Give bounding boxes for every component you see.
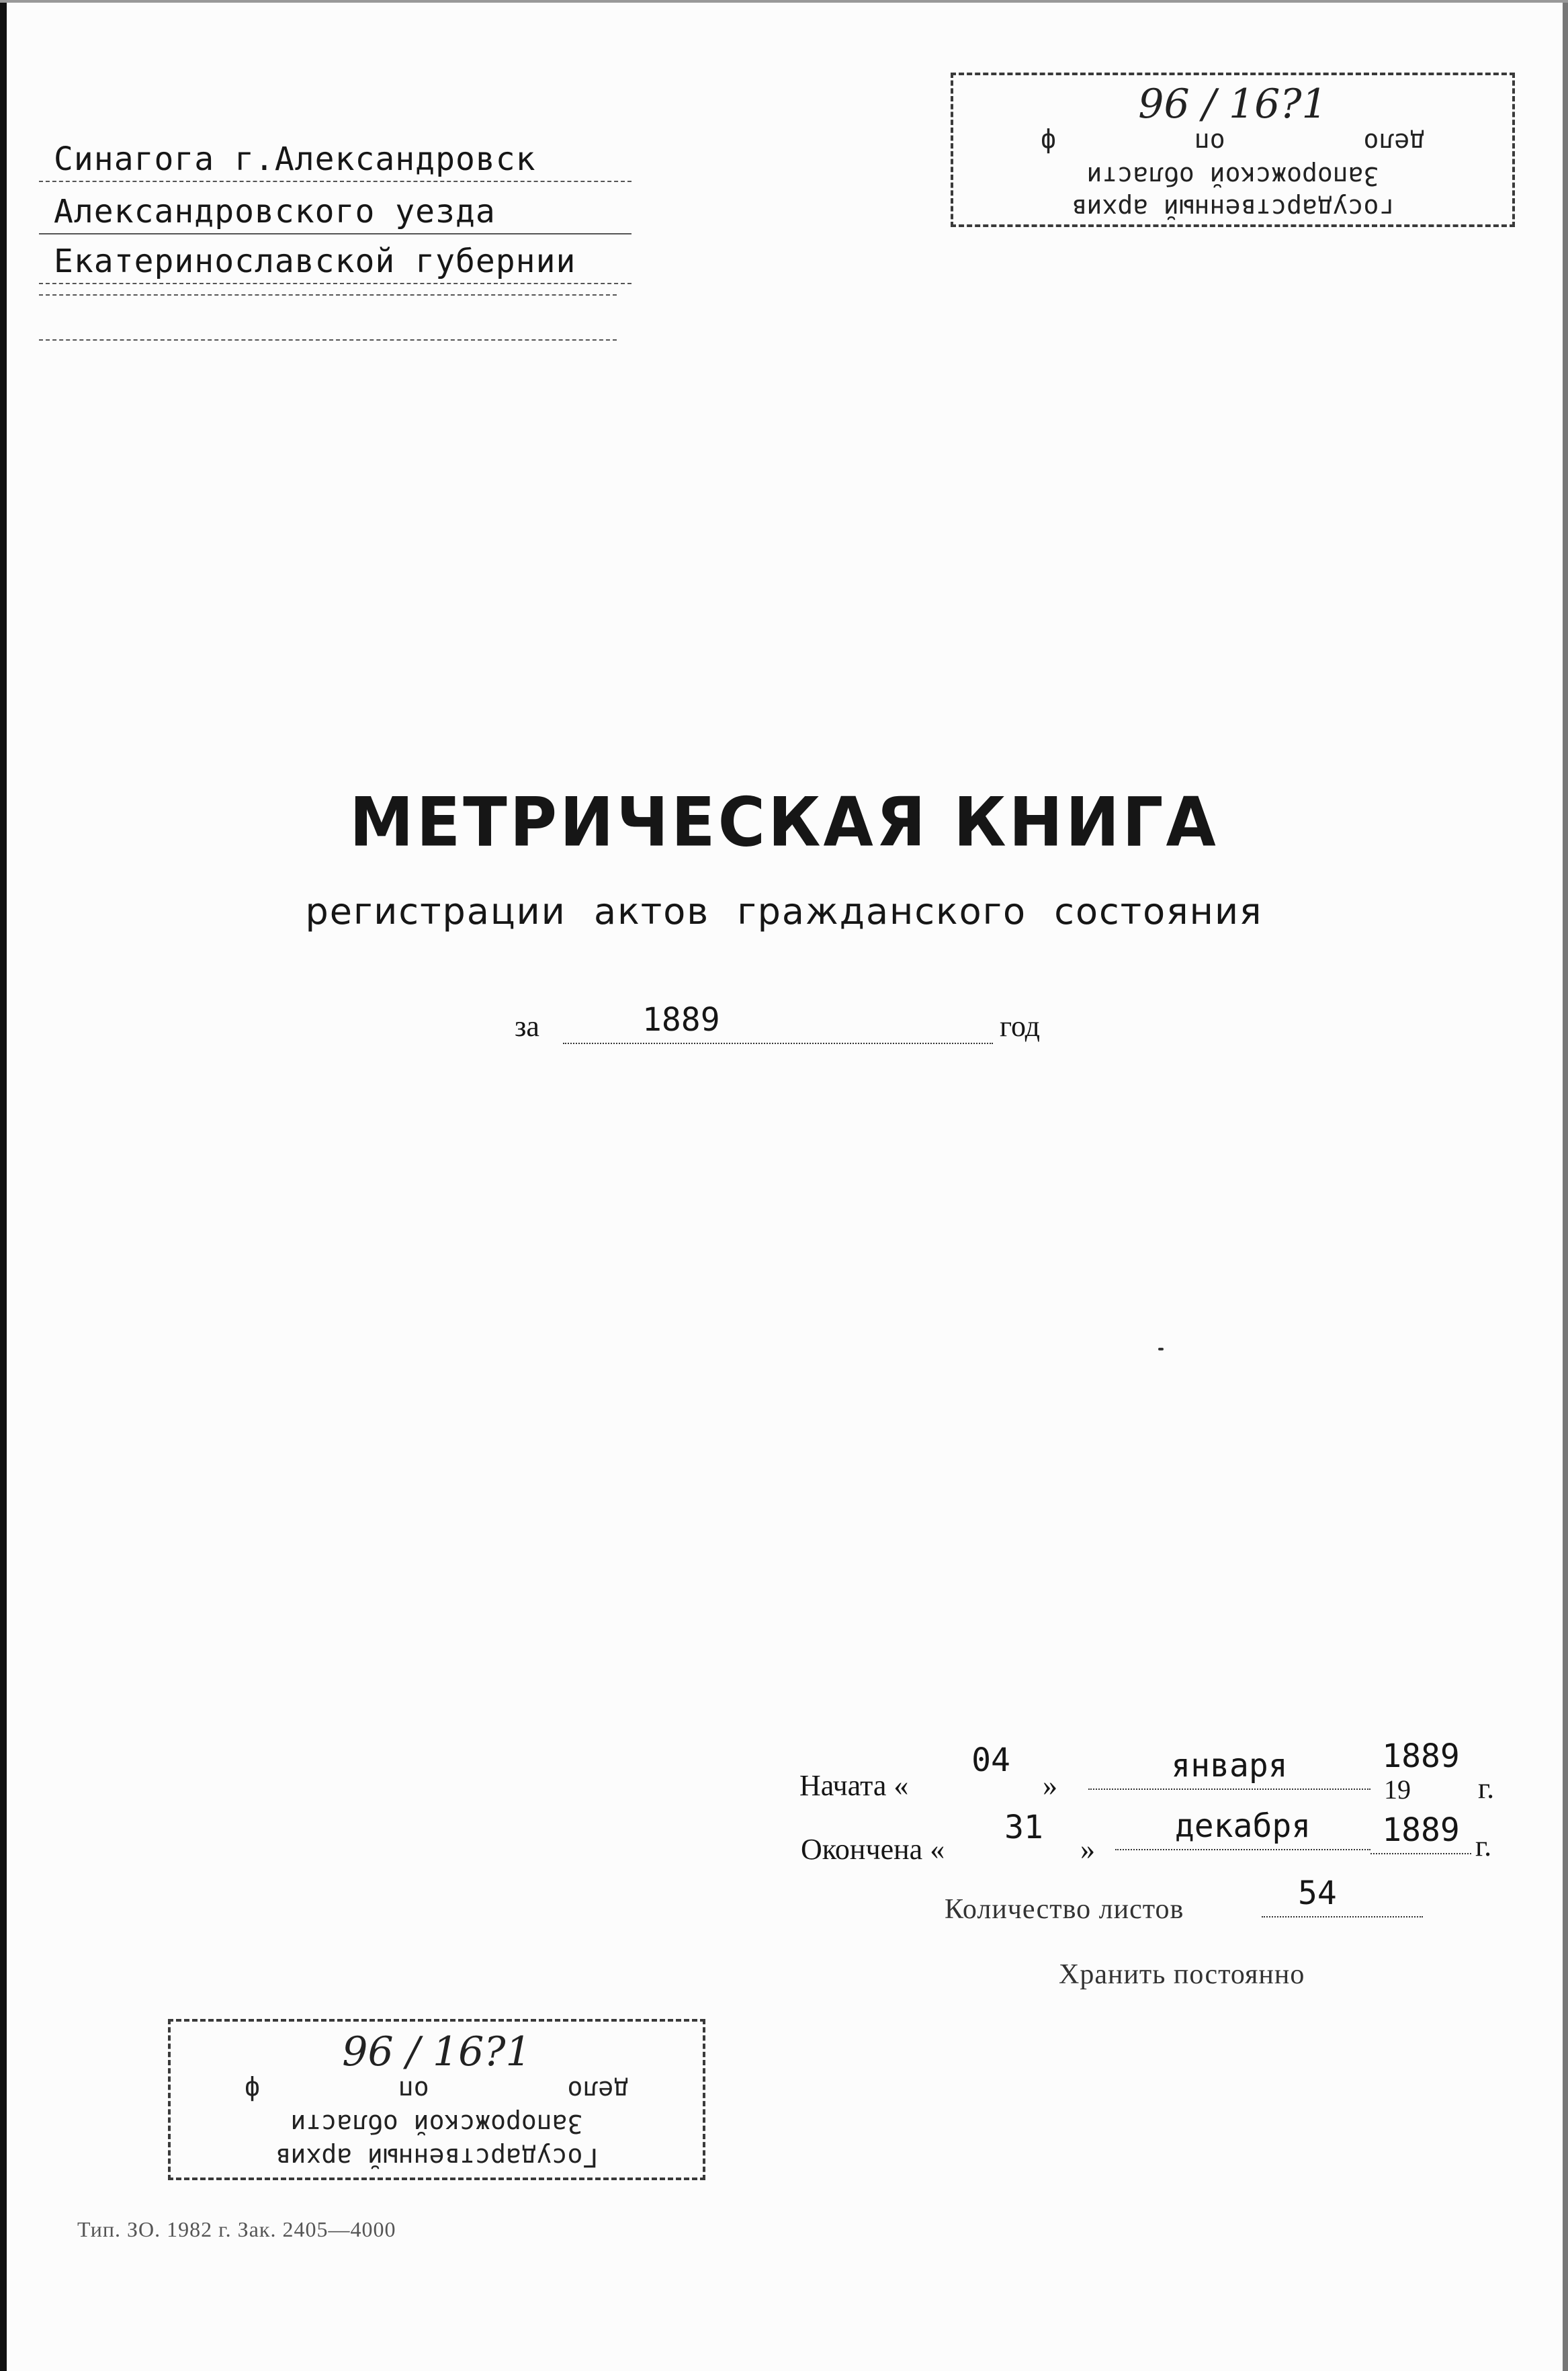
- sheets-label: Количество листов: [945, 1894, 1184, 1925]
- end-year-suffix: г.: [1475, 1829, 1492, 1862]
- stamp-top-delo-label: дело: [1363, 128, 1425, 157]
- stamp-top-handwriting: 96 / 16?1: [1138, 81, 1327, 128]
- start-close-quote: »: [1043, 1769, 1057, 1802]
- year-suffix: год: [1000, 1010, 1041, 1043]
- header-line-3: Екатеринославской губернии: [39, 240, 631, 284]
- start-day: 04: [971, 1741, 1010, 1779]
- page-title: МЕТРИЧЕСКАЯ КНИГА: [349, 783, 1219, 862]
- start-month: января: [1088, 1747, 1370, 1790]
- header-divider-1: [39, 294, 617, 296]
- end-day: 31: [1004, 1809, 1043, 1846]
- stamp-top-opis-label: оп: [1194, 128, 1225, 157]
- stamp-bottom-field-labels: [171, 2075, 703, 2105]
- stamp-top-archive: государственный архив: [1071, 193, 1395, 223]
- page-edge-shadow: [0, 0, 7, 2371]
- stamp-top-field-labels: [953, 128, 1512, 157]
- start-year-printed: 19: [1384, 1774, 1411, 1805]
- header-line-2: Александровского уезда: [39, 190, 631, 234]
- stamp-top-fond-label: ф: [1041, 128, 1056, 157]
- keep-note: Хранить постоянно: [1059, 1959, 1305, 1990]
- stamp-bottom-delo-label: дело: [567, 2075, 629, 2105]
- archive-stamp-bottom: [168, 2019, 705, 2180]
- end-close-quote: »: [1080, 1833, 1095, 1866]
- stamp-bottom-region: Запорожской области: [290, 2109, 583, 2139]
- start-year-suffix: г.: [1478, 1772, 1495, 1805]
- archive-stamp-top: [951, 73, 1515, 227]
- year-prefix: за: [515, 1010, 539, 1043]
- sheets-field: [1262, 1874, 1423, 1917]
- stamp-bottom-handwriting: 96 / 16?1: [342, 2028, 531, 2075]
- stamp-bottom-archive: Государственный архив: [275, 2143, 599, 2172]
- page-edge-top: [0, 0, 1568, 3]
- start-label: Начата «: [799, 1769, 909, 1802]
- page-edge-right: [1563, 0, 1568, 2371]
- printer-imprint: Тип. ЗО. 1982 г. Зак. 2405—4000: [77, 2217, 396, 2241]
- year-line: [515, 1001, 1079, 1048]
- end-year: 1889: [1370, 1811, 1471, 1854]
- header-line-1: Синагога г.Александровск: [39, 138, 631, 182]
- year-value: 1889: [642, 1001, 720, 1039]
- stamp-bottom-fond-label: ф: [245, 2075, 260, 2105]
- paper-speck: [1158, 1348, 1164, 1350]
- header-divider-2: [39, 339, 617, 341]
- end-label: Окончена «: [801, 1833, 945, 1866]
- sheets-value: 54: [1298, 1874, 1337, 1912]
- page-subtitle: регистрации актов гражданского состояния: [305, 890, 1263, 933]
- start-year: 1889: [1382, 1737, 1460, 1775]
- end-month: декабря: [1115, 1807, 1370, 1850]
- year-field: [563, 1001, 993, 1044]
- stamp-bottom-opis-label: оп: [398, 2075, 429, 2105]
- stamp-top-region: Запорожской области: [1086, 161, 1379, 191]
